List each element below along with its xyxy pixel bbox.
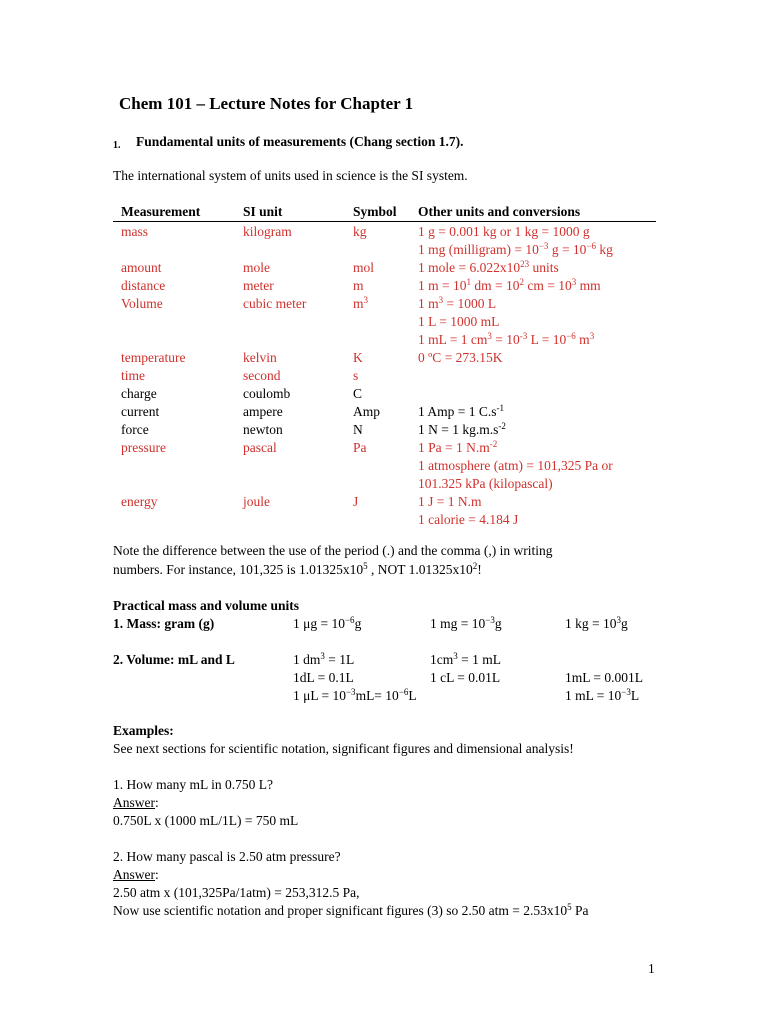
row-temperature-measurement: temperature	[121, 350, 186, 365]
row-pressure-symbol: Pa	[353, 440, 367, 455]
row-volume-conversion-2: 1 L = 1000 mL	[418, 314, 500, 329]
row-mass-unit: kilogram	[243, 224, 292, 239]
row-distance-symbol: m	[353, 278, 364, 293]
row-energy-measurement: energy	[121, 494, 158, 509]
row-energy-symbol: J	[353, 494, 359, 509]
row-energy-unit: joule	[243, 494, 270, 509]
page-number: 1	[648, 961, 655, 976]
row-volume-symbol: $m^3$	[353, 295, 369, 311]
row-pressure-unit: pascal	[243, 440, 277, 455]
row-temperature-conversion: 0 ºC = 273.15K	[418, 350, 503, 365]
page-title: Chem 101 – Lecture Notes for Chapter 1	[119, 94, 414, 113]
row-volume-conversion-1: 1 $m^3 = 1000$ L	[418, 295, 497, 311]
row-time-symbol: s	[353, 368, 359, 383]
note-line-2: numbers. For instance, 101,325 is $1.01325x10^5$ , NOT $1.01325x10^2$!	[113, 561, 482, 577]
mass-conversion-ug: 1 $\mu g = 10^{-6}g$	[293, 615, 362, 631]
header-si-unit: SI unit	[243, 204, 283, 219]
volume-conversion-ml-2: 1 mL = $10^{-3}L$	[565, 687, 640, 703]
row-charge-measurement: charge	[121, 386, 157, 401]
examples-heading: Examples:	[113, 723, 174, 738]
section-title: Fundamental units of measurements (Chang section 1.7).	[136, 134, 464, 149]
row-amount-measurement: amount	[121, 260, 162, 275]
row-distance-measurement: distance	[121, 278, 166, 293]
row-mass-symbol: kg	[353, 224, 367, 239]
header-measurement: Measurement	[121, 204, 201, 219]
header-rule	[113, 221, 656, 222]
row-force-conversion: 1 N = 1 $kg.m.s^{-2}$	[418, 421, 506, 437]
example-2-answer-label: Answer:	[113, 867, 159, 882]
row-pressure-measurement: pressure	[121, 440, 166, 455]
example-2-question: 2. How many pascal is 2.50 atm pressure?	[113, 849, 341, 864]
row-amount-conversion: 1 mole = $6.022x10^{23}$ units	[418, 259, 559, 275]
volume-conversion-dm3: 1 $dm^3 = 1L$	[293, 651, 355, 667]
row-energy-conversion-2: 1 calorie = 4.184 J	[418, 512, 519, 527]
section-number: 1.	[113, 140, 121, 151]
volume-conversion-cm3: $1cm^3 = 1$ mL	[430, 651, 501, 667]
row-time-unit: second	[243, 368, 281, 383]
volume-conversion-ul: 1 $\mu L = 10^{-3}mL= 10^{-6}L$	[293, 687, 417, 703]
examples-intro: See next sections for scientific notation, significant figures and dimensional analysis!	[113, 741, 574, 756]
practical-units-title: Practical mass and volume units	[113, 598, 300, 613]
row-current-conversion: 1 Amp = 1 $C.s^{-1}$	[418, 403, 505, 419]
mass-label: 1. Mass: gram (g)	[113, 616, 215, 631]
row-force-unit: newton	[243, 422, 283, 437]
row-distance-conversion: 1 $m = 10^1$ dm = $10^2$ cm = $10^3$ mm	[418, 277, 601, 293]
row-charge-symbol: C	[353, 386, 363, 401]
example-1-question: 1. How many mL in 0.750 L?	[113, 777, 273, 792]
row-mass-measurement: mass	[121, 224, 148, 239]
mass-conversion-kg: 1 kg = $10^3g$	[565, 615, 628, 631]
example-2-answer-scientific: Now use scientific notation and proper significant figures (3) so 2.50 atm = $2.53x10^5$ Pa	[113, 902, 589, 918]
row-force-symbol: N	[353, 422, 363, 437]
row-charge-unit: coulomb	[243, 386, 291, 401]
row-volume-measurement: Volume	[121, 296, 163, 311]
row-current-unit: ampere	[243, 404, 283, 419]
mass-conversion-mg: 1 mg = $10^{-3}g$	[430, 615, 502, 631]
row-pressure-conversion-2: 1 atmosphere (atm) = 101,325 Pa or	[418, 458, 613, 473]
row-pressure-conversion-1: 1 Pa = 1 $N.m^{-2}$	[418, 439, 498, 455]
volume-conversion-dl: 1dL = 0.1L	[293, 670, 354, 685]
header-other-units: Other units and conversions	[418, 204, 581, 219]
volume-conversion-ml: 1mL = 0.001L	[565, 670, 643, 685]
example-1-answer-label: Answer:	[113, 795, 159, 810]
row-volume-unit: cubic meter	[243, 296, 307, 311]
volume-label: 2. Volume: mL and L	[113, 652, 235, 667]
header-symbol: Symbol	[353, 204, 397, 219]
row-mass-conversion-1: 1 g = 0.001 kg or 1 kg = 1000 g	[418, 224, 590, 239]
row-temperature-unit: kelvin	[243, 350, 277, 365]
example-1-answer: 0.750L x (1000 mL/1L) = 750 mL	[113, 813, 299, 828]
volume-conversion-cl: 1 cL = 0.01L	[430, 670, 501, 685]
example-2-answer: 2.50 atm x (101,325Pa/1atm) = 253,312.5 Pa,	[113, 885, 360, 900]
row-mass-conversion-2: 1 mg (milligram) = $10^{-3}$ $g = 10^{-6}$ kg	[418, 241, 613, 257]
row-temperature-symbol: K	[353, 350, 363, 365]
intro-paragraph: The international system of units used in science is the SI system.	[113, 168, 468, 183]
row-force-measurement: force	[121, 422, 149, 437]
row-amount-unit: mole	[243, 260, 270, 275]
row-volume-conversion-3: 1 mL = 1 $cm^3 = 10^{-3}$ $L = 10^{-6}$ $m^3$	[418, 331, 595, 347]
row-amount-symbol: mol	[353, 260, 375, 275]
row-pressure-conversion-3: 101.325 kPa (kilopascal)	[418, 476, 553, 491]
row-current-symbol: Amp	[353, 404, 380, 419]
note-line-1: Note the difference between the use of the period (.) and the comma (,) in writing	[113, 543, 553, 558]
row-time-measurement: time	[121, 368, 145, 383]
row-distance-unit: meter	[243, 278, 274, 293]
row-energy-conversion-1: 1 J = 1 N.m	[418, 494, 482, 509]
row-current-measurement: current	[121, 404, 160, 419]
